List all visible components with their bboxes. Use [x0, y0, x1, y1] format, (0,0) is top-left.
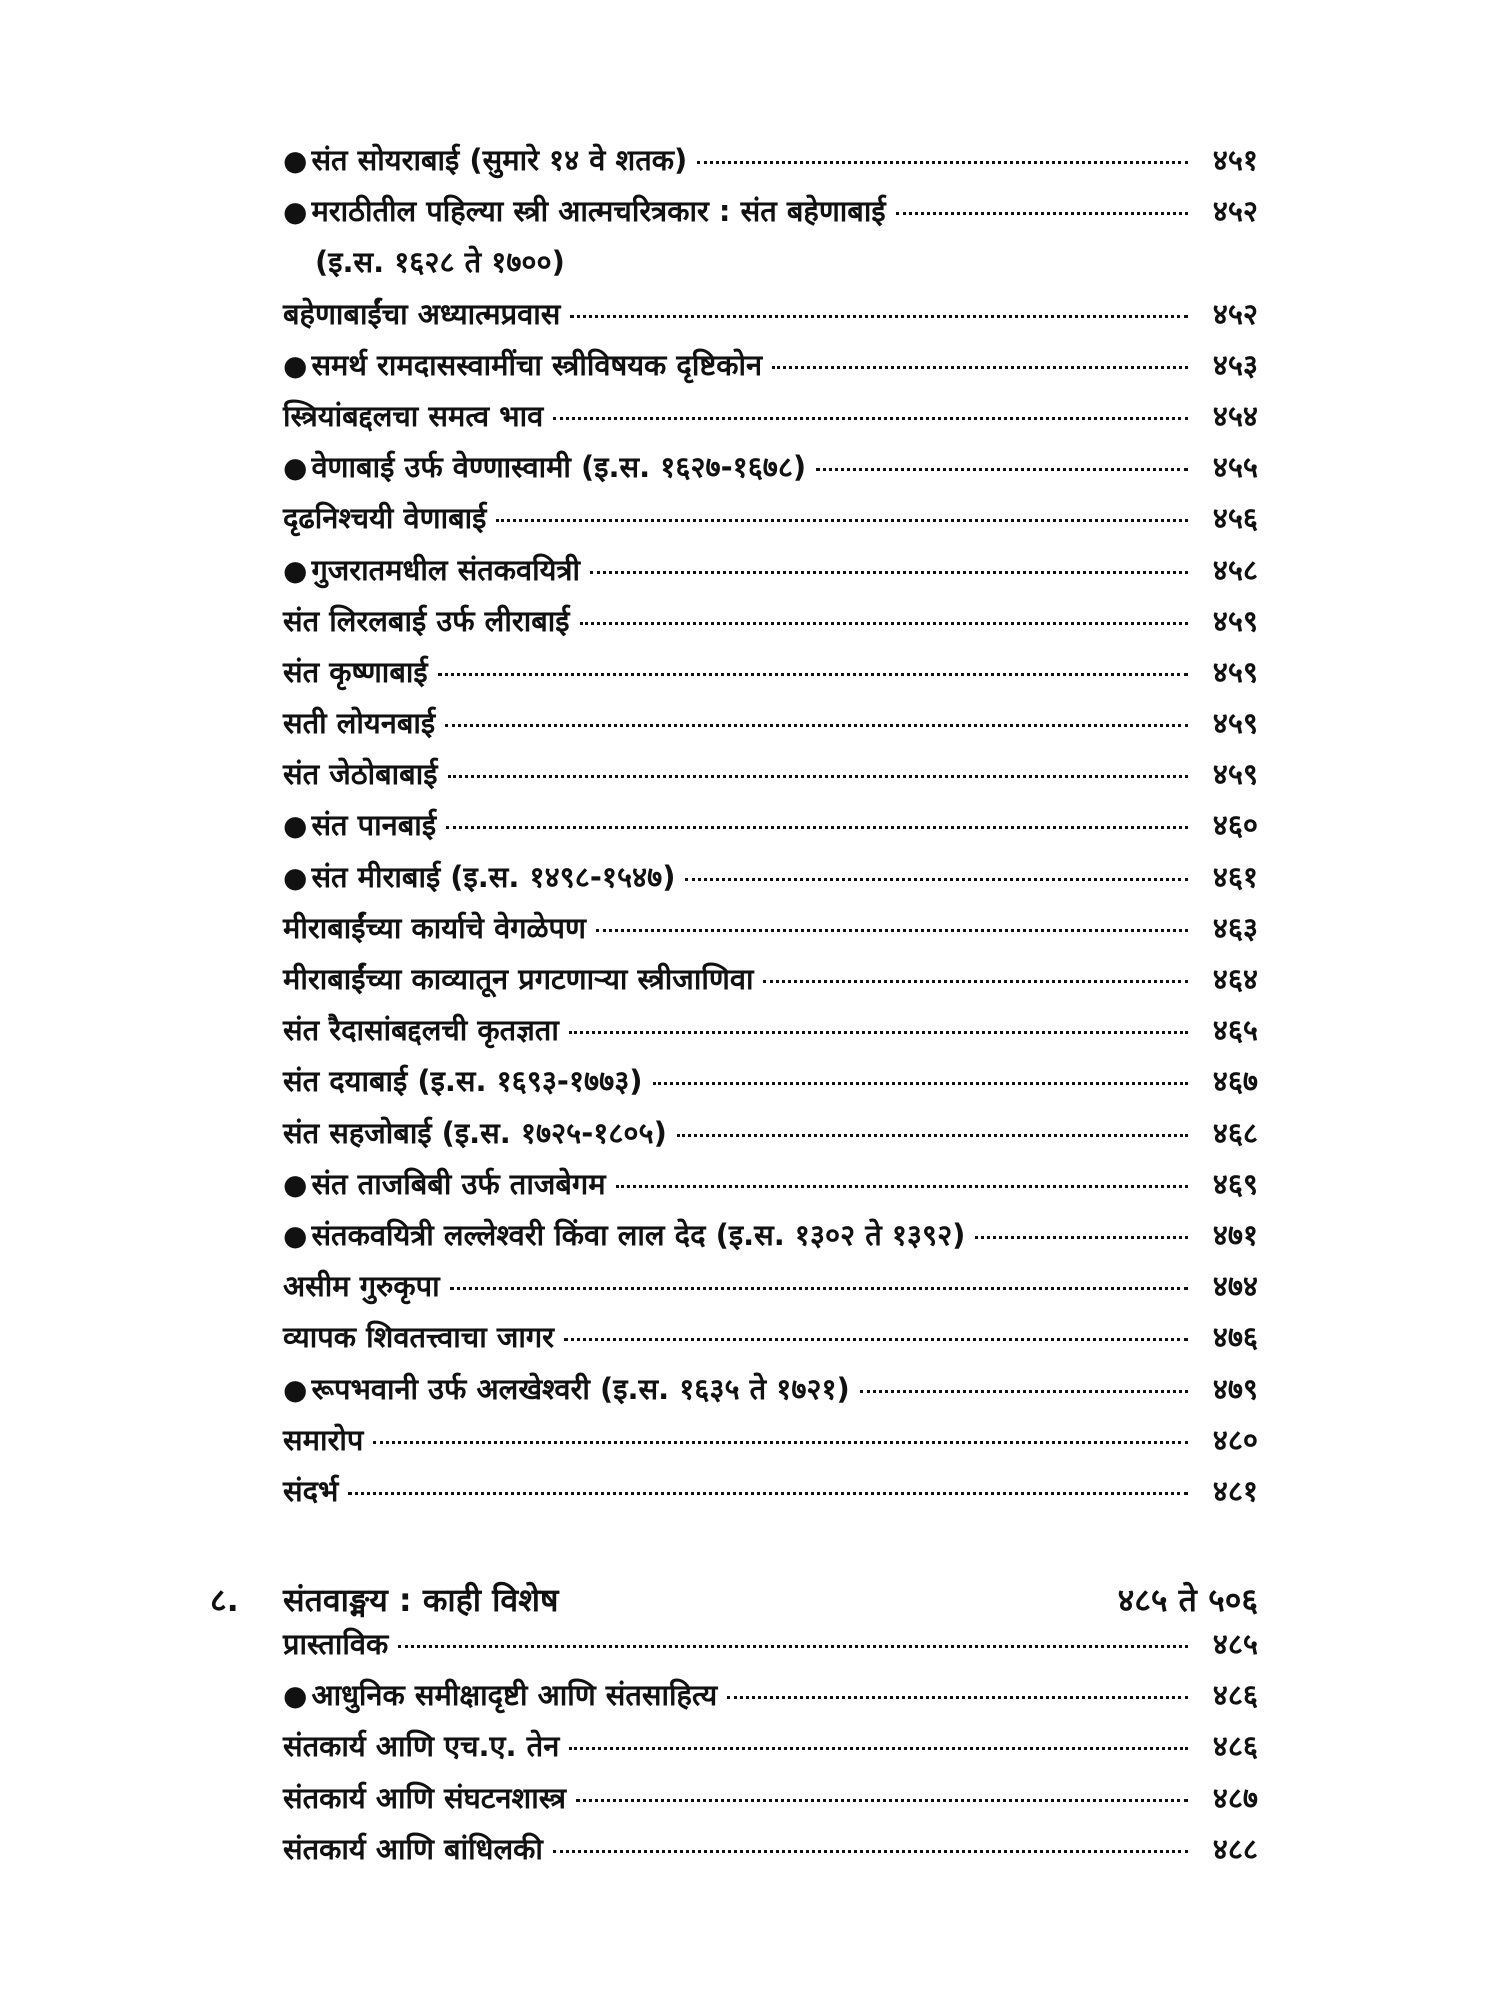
- bullet-icon: ●: [283, 1167, 308, 1201]
- toc-entry-page: ४५८: [1212, 552, 1258, 587]
- bullet-icon: ●: [283, 553, 308, 587]
- toc-entry-page: ४८६: [1212, 1678, 1258, 1713]
- bullet-icon: ●: [283, 860, 308, 894]
- toc-entry: [283, 550, 1258, 601]
- toc-entry-page: ४६१: [1212, 859, 1258, 894]
- toc-entry-page: ४५३: [1212, 347, 1258, 382]
- dot-leader: [564, 1338, 1188, 1341]
- toc-entry-page: ४६९: [1212, 1166, 1258, 1201]
- toc-entry: [283, 1726, 1258, 1777]
- dot-leader: [373, 1441, 1188, 1444]
- toc-entry-title: संत पानबाई: [311, 808, 437, 843]
- toc-entry-page: ४७१: [1212, 1217, 1258, 1252]
- chapter-heading: [210, 1578, 1258, 1621]
- dot-leader: [685, 878, 1188, 881]
- dot-leader: [496, 519, 1188, 522]
- toc-entry-page: ४५९: [1212, 757, 1258, 792]
- toc-entry: [283, 1675, 1258, 1726]
- dot-leader: [438, 673, 1188, 676]
- dot-leader: [576, 1799, 1188, 1802]
- dot-leader: [446, 826, 1188, 829]
- dot-leader: [590, 571, 1188, 574]
- toc-entry-title: समर्थ रामदासस्वामींचा स्त्रीविषयक दृष्टिकोन: [311, 347, 763, 382]
- toc-entry-title: संत रैदासांबद्दलची कृतज्ञता: [283, 1013, 559, 1048]
- toc-entry: [283, 959, 1258, 1010]
- toc-entry: [283, 908, 1258, 959]
- toc-entry-title: मराठीतील पहिल्या स्त्री आत्मचरित्रकार : संत बहेणाबाई: [311, 194, 886, 229]
- bullet-icon: ●: [283, 144, 308, 177]
- toc-entry-title: संत सहजोबाई (इ.स. १७२५-१८०५): [283, 1115, 667, 1150]
- dot-leader: [569, 1747, 1188, 1750]
- dot-leader: [580, 622, 1188, 625]
- dot-leader: [596, 929, 1188, 932]
- bullet-icon: ●: [283, 1218, 308, 1252]
- dot-leader: [763, 980, 1188, 983]
- toc-entry-page: ४८१: [1212, 1473, 1258, 1508]
- dot-leader: [896, 212, 1188, 215]
- toc-entry-page: ४६३: [1212, 910, 1258, 945]
- toc-entry: [283, 1778, 1258, 1829]
- toc-entry-page: ४५२: [1212, 296, 1258, 331]
- toc-entry-title: संत सोयराबाई (सुमारे १४ वे शतक): [311, 143, 688, 177]
- toc-entry-title: सती लोयनबाई: [283, 706, 436, 741]
- toc-entry-title: संत मीराबाई (इ.स. १४९८-१५४७): [311, 859, 676, 894]
- toc-entry: [283, 294, 1258, 345]
- toc-entry-title: संत जेठोबाबाई: [283, 757, 438, 792]
- toc-entry: [283, 1164, 1258, 1215]
- toc-entry: [283, 1113, 1258, 1164]
- toc-entry-title: वेणाबाई उर्फ वेण्णास्वामी (इ.स. १६२७-१६७८): [311, 450, 807, 485]
- toc-entry: [283, 396, 1258, 447]
- dot-leader: [727, 1696, 1188, 1699]
- toc-entry-page: ४७४: [1212, 1269, 1258, 1304]
- bullet-icon: ●: [283, 195, 308, 229]
- toc-entry: [283, 805, 1258, 856]
- bullet-icon: ●: [283, 1372, 308, 1406]
- toc-entry-page: ४७९: [1212, 1371, 1258, 1406]
- toc-entry-page: ४८५: [1212, 1627, 1258, 1661]
- toc-entry: [283, 601, 1258, 652]
- dot-leader: [772, 366, 1188, 369]
- toc-entry: [283, 345, 1258, 396]
- dot-leader: [975, 1236, 1188, 1239]
- toc-entry-page: ४५९: [1212, 654, 1258, 689]
- toc-entry-title: असीम गुरुकृपा: [283, 1269, 440, 1304]
- toc-entry-title: संतकवयित्री लल्लेश्वरी किंवा लाल देद (इ.स. १३०२ ते १३९२): [311, 1217, 966, 1252]
- toc-section-2: [283, 1624, 1258, 1880]
- dot-leader: [653, 1082, 1188, 1085]
- toc-entry: [283, 498, 1258, 549]
- toc-entry-title: संत दयाबाई (इ.स. १६९३-१७७३): [283, 1064, 643, 1099]
- toc-entry: [283, 754, 1258, 805]
- toc-entry: [283, 1215, 1258, 1266]
- dot-leader: [569, 1031, 1188, 1034]
- toc-entry: [283, 1061, 1258, 1112]
- toc-entry-title: संत लिरलबाई उर्फ लीराबाई: [283, 603, 570, 638]
- toc-entry-page: ४८६: [1212, 1729, 1258, 1764]
- bullet-icon: ●: [283, 451, 308, 485]
- toc-entry-page: ४५५: [1212, 450, 1258, 485]
- toc-entry: [283, 1010, 1258, 1061]
- toc-entry-page: ४६५: [1212, 1013, 1258, 1048]
- toc-entry-title: व्यापक शिवतत्त्वाचा जागर: [283, 1320, 555, 1355]
- chapter-page-range: ४८५ ते ५०६: [1117, 1581, 1258, 1619]
- toc-entry: [283, 191, 1258, 242]
- toc-entry-title: आधुनिक समीक्षादृष्टी आणि संतसाहित्य: [311, 1678, 718, 1713]
- dot-leader: [816, 468, 1188, 471]
- toc-entry-title: (इ.स. १६२८ ते १७००): [315, 245, 565, 280]
- toc-entry-title: बहेणाबाईंचा अध्यात्मप्रवास: [283, 296, 561, 331]
- toc-entry-page: ४५९: [1212, 603, 1258, 638]
- chapter-title: संतवाङ्मय : काही विशेष: [283, 1581, 559, 1619]
- toc-entry: [283, 140, 1258, 191]
- toc-entry-page: ४८७: [1212, 1780, 1258, 1815]
- toc-entry-page: ४५४: [1212, 398, 1258, 433]
- dot-leader: [398, 1645, 1188, 1648]
- toc-entry-page: ४५९: [1212, 706, 1258, 741]
- toc-entry-title: स्त्रियांबद्दलचा समत्व भाव: [283, 398, 544, 433]
- toc-entry: [283, 447, 1258, 498]
- dot-leader: [348, 1492, 1188, 1495]
- toc-entry: [283, 857, 1258, 908]
- toc-entry: [283, 1317, 1258, 1368]
- toc-entry-title: संदर्भ: [283, 1473, 339, 1508]
- dot-leader: [616, 1185, 1188, 1188]
- toc-entry-page: ४५१: [1212, 143, 1258, 177]
- dot-leader: [448, 775, 1189, 778]
- toc-entry-page: ४५२: [1212, 194, 1258, 229]
- toc-entry-title: संत कृष्णाबाई: [283, 654, 428, 689]
- toc-entry: [283, 1369, 1258, 1420]
- dot-leader: [450, 1287, 1188, 1290]
- toc-entry: [283, 1471, 1258, 1522]
- toc-entry: [283, 703, 1258, 754]
- toc-entry-title: संतकार्य आणि बांधिलकी: [283, 1831, 543, 1866]
- dot-leader: [553, 417, 1188, 420]
- toc-entry-page: ४६०: [1212, 808, 1258, 843]
- bullet-icon: ●: [283, 809, 308, 843]
- toc-entry-title: रूपभवानी उर्फ अलखेश्वरी (इ.स. १६३५ ते १७२१): [311, 1371, 850, 1406]
- toc-entry: [283, 242, 1258, 293]
- toc-entry-title: समारोप: [283, 1422, 364, 1457]
- dot-leader: [553, 1850, 1188, 1853]
- toc-entry-page: ४५६: [1212, 501, 1258, 536]
- toc-entry-title: संतकार्य आणि एच.ए. तेन: [283, 1729, 560, 1764]
- toc-entry-page: ४६४: [1212, 962, 1258, 996]
- toc-entry-title: संतकार्य आणि संघटनशास्त्र: [283, 1780, 567, 1815]
- toc-section-1: [283, 140, 1258, 1522]
- toc-entry-title: संत ताजबिबी उर्फ ताजबेगम: [311, 1166, 606, 1201]
- toc-entry-page: ४८०: [1212, 1422, 1258, 1457]
- dot-leader: [570, 315, 1188, 318]
- bullet-icon: ●: [283, 348, 308, 382]
- toc-entry-title: मीराबाईंच्या कार्याचे वेगळेपण: [283, 910, 587, 945]
- toc-entry-title: दृढनिश्चयी वेणाबाई: [283, 501, 487, 536]
- toc-entry-page: ४६८: [1212, 1115, 1258, 1150]
- toc-entry: [283, 652, 1258, 703]
- chapter-number: ८.: [210, 1581, 239, 1619]
- dot-leader: [445, 724, 1188, 727]
- toc-entry: [283, 1420, 1258, 1471]
- toc-entry-title: मीराबाईंच्या काव्यातून प्रगटणाऱ्या स्त्रीजाणिवा: [283, 962, 754, 996]
- bullet-icon: ●: [283, 1679, 308, 1713]
- dot-leader: [677, 1134, 1188, 1137]
- toc-entry: [283, 1624, 1258, 1675]
- toc-entry: [283, 1829, 1258, 1880]
- toc-entry: [283, 1266, 1258, 1317]
- dot-leader: [697, 161, 1188, 164]
- toc-entry-page: ४६७: [1212, 1064, 1258, 1099]
- toc-entry-page: ४७६: [1212, 1320, 1258, 1355]
- toc-entry-title: गुजरातमधील संतकवयित्री: [311, 552, 581, 587]
- toc-entry-title: प्रास्ताविक: [283, 1627, 389, 1661]
- toc-entry-page: ४८८: [1212, 1831, 1258, 1866]
- dot-leader: [860, 1390, 1188, 1393]
